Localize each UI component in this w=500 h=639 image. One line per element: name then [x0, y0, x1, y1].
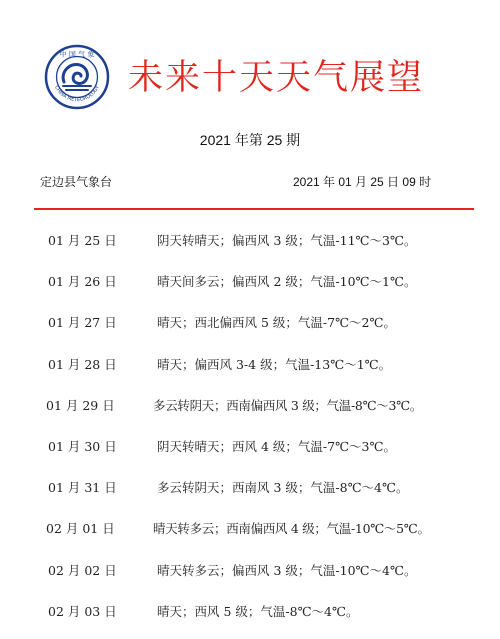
forecast-date: 01 月 30 日 [48, 438, 117, 454]
header-divider [34, 208, 474, 210]
forecast-date: 01 月 29 日 [46, 397, 115, 413]
forecast-description: 多云转阴天；西南偏西风 3 级；气温-8℃～3℃。 [153, 397, 422, 413]
forecast-row [0, 392, 500, 433]
page-title: 未来十天天气展望 [128, 58, 425, 98]
forecast-description: 晴天间多云；偏西风 2 级；气温-10℃～1℃。 [157, 274, 417, 290]
issue-number: 2021 年第 25 期 [199, 132, 301, 148]
forecast-date: 01 月 28 日 [48, 356, 117, 372]
forecast-row [0, 227, 500, 268]
forecast-description: 阴天转晴天；西风 4 级；气温-7℃～3℃。 [157, 438, 396, 454]
station-name: 定边县气象台 [40, 175, 113, 189]
forecast-row [0, 309, 500, 350]
forecast-date: 01 月 31 日 [48, 480, 117, 496]
forecast-date: 02 月 02 日 [48, 562, 117, 578]
document-header [40, 38, 480, 114]
forecast-date: 02 月 01 日 [46, 521, 115, 537]
forecast-row [0, 433, 500, 474]
forecast-date: 01 月 27 日 [48, 315, 117, 331]
forecast-date: 02 月 03 日 [48, 603, 117, 619]
forecast-row [0, 515, 500, 556]
forecast-description: 晴天；偏西风 3-4 级；气温-13℃～1℃。 [157, 356, 392, 372]
forecast-description: 多云转阴天；西南风 3 级；气温-8℃～4℃。 [157, 480, 409, 496]
svg-text:中 国 气 象: 中 国 气 象 [59, 50, 95, 59]
forecast-description: 晴天转多云；偏西风 3 级；气温-10℃～4℃。 [157, 562, 417, 578]
issue-datetime: 2021 年 01 月 25 日 09 时 [293, 175, 432, 189]
forecast-list [0, 227, 500, 639]
forecast-description: 晴天转多云；西南偏西风 4 级；气温-10℃～5℃。 [153, 521, 430, 537]
forecast-description: 阴天转晴天；偏西风 3 级；气温-11℃～3℃。 [157, 233, 417, 248]
forecast-date: 01 月 26 日 [48, 274, 117, 290]
forecast-row [0, 598, 500, 639]
forecast-row [0, 557, 500, 598]
cma-emblem-icon [44, 44, 110, 110]
forecast-description: 晴天；西风 5 级；气温-8℃～4℃。 [157, 603, 359, 619]
forecast-date: 01 月 25 日 [48, 233, 117, 248]
forecast-row [0, 474, 500, 515]
forecast-row [0, 268, 500, 309]
forecast-description: 晴天；西北偏西风 5 级；气温-7℃～2℃。 [157, 315, 396, 331]
svg-text:CHINA METEOROLOGY: CHINA METEOROLOGY [53, 84, 101, 104]
forecast-row [0, 351, 500, 392]
